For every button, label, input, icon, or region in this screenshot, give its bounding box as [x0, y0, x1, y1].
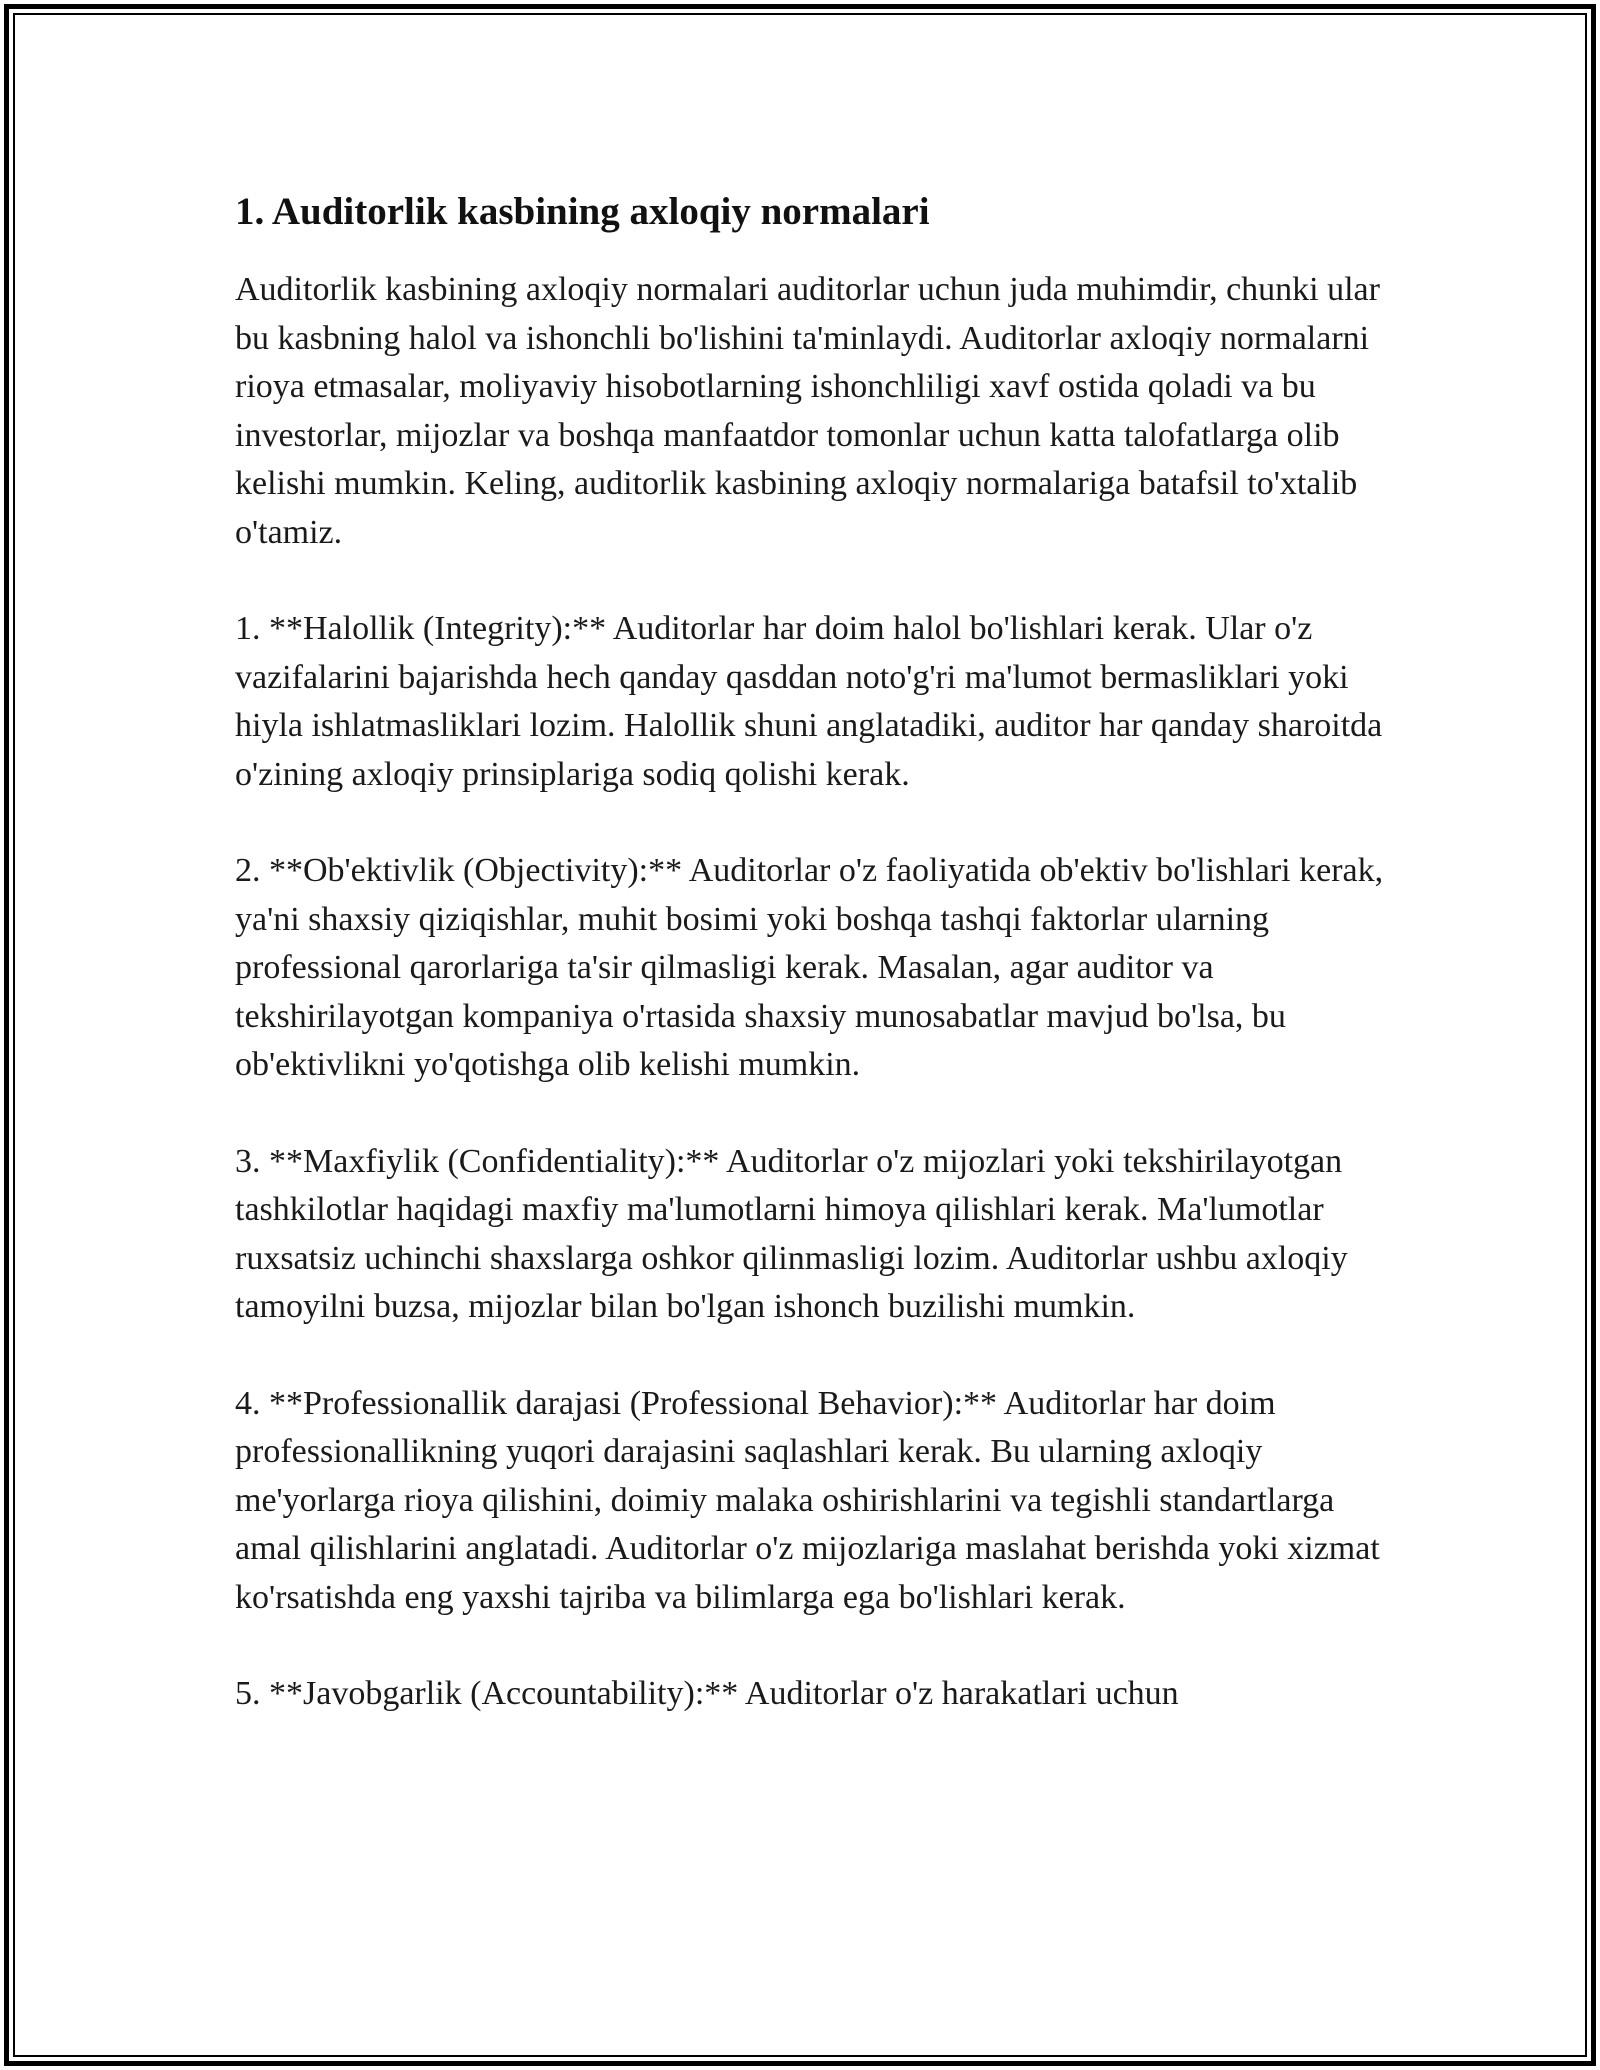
integrity-paragraph: 1. **Halollik (Integrity):** Auditorlar har doim halol bo'lishlari kerak. Ular o'z vazifalarini bajarishda hech qanday qasddan noto'g'ri ma'lumot bermasliklari yoki hiyla ishlatmasliklari lozim. Halollik shuni anglatadiki, auditor har qanday sharoitda o'zining axloqiy prinsiplariga sodiq qolishi kerak. [235, 610, 1383, 793]
accountability-paragraph: 5. **Javobgarlik (Accountability):** Auditorlar o'z harakatlari uchun [235, 1675, 1179, 1712]
intro-paragraph: Auditorlik kasbining axloqiy normalari auditorlar uchun juda muhimdir, chunki ular bu kasbning halol va ishonchli bo'lishini ta'minlaydi. Auditorlar axloqiy normalarni rioya etmasalar, moliyaviy hisobotlarning ishonchliligi xavf ostida qoladi va bu investorlar, mijozlar va boshqa manfaatdor tomonlar uchun katta talofatlarga olib kelishi mumkin. Keling, auditorlik kasbining axloqiy normalariga batafsil to'xtalib o'tamiz. [235, 271, 1380, 551]
confidentiality-paragraph: 3. **Maxfiylik (Confidentiality):** Auditorlar o'z mijozlari yoki tekshirilayotgan tashkilotlar haqidagi maxfiy ma'lumotlarni himoya qilishlari kerak. Ma'lumotlar ruxsatsiz uchinchi shaxslarga oshkor qilinmasligi lozim. Auditorlar ushbu axloqiy tamoyilni buzsa, mijozlar bilan bo'lgan ishonch buzilishi mumkin. [235, 1142, 1348, 1325]
objectivity-paragraph: 2. **Ob'ektivlik (Objectivity):** Auditorlar o'z faoliyatida ob'ektiv bo'lishlari kerak, ya'ni shaxsiy qiziqishlar, muhit bosimi yoki boshqa tashqi faktorlar ularning professional qarorlariga ta'sir qilmasligi kerak. Masalan, agar auditor va tekshirilayotgan kompaniya o'rtasida shaxsiy munosabatlar mavjud bo'lsa, bu ob'ektivlikni yo'qotishga olib kelishi mumkin. [235, 852, 1384, 1083]
professional-behavior-paragraph: 4. **Professionallik darajasi (Professional Behavior):** Auditorlar har doim professionallikning yuqori darajasini saqlashlari kerak. Bu ularning axloqiy me'yorlarga rioya qilishini, doimiy malaka oshirishlarini va tegishli standartlarga amal qilishlarini anglatadi. Auditorlar o'z mijozlariga maslahat berishda yoki xizmat ko'rsatishda eng yaxshi tajriba va bilimlarga ega bo'lishlari kerak. [235, 1384, 1380, 1616]
document-body [235, 186, 1385, 1767]
document-heading: 1. Auditorlik kasbining axloqiy normalari [235, 190, 930, 233]
